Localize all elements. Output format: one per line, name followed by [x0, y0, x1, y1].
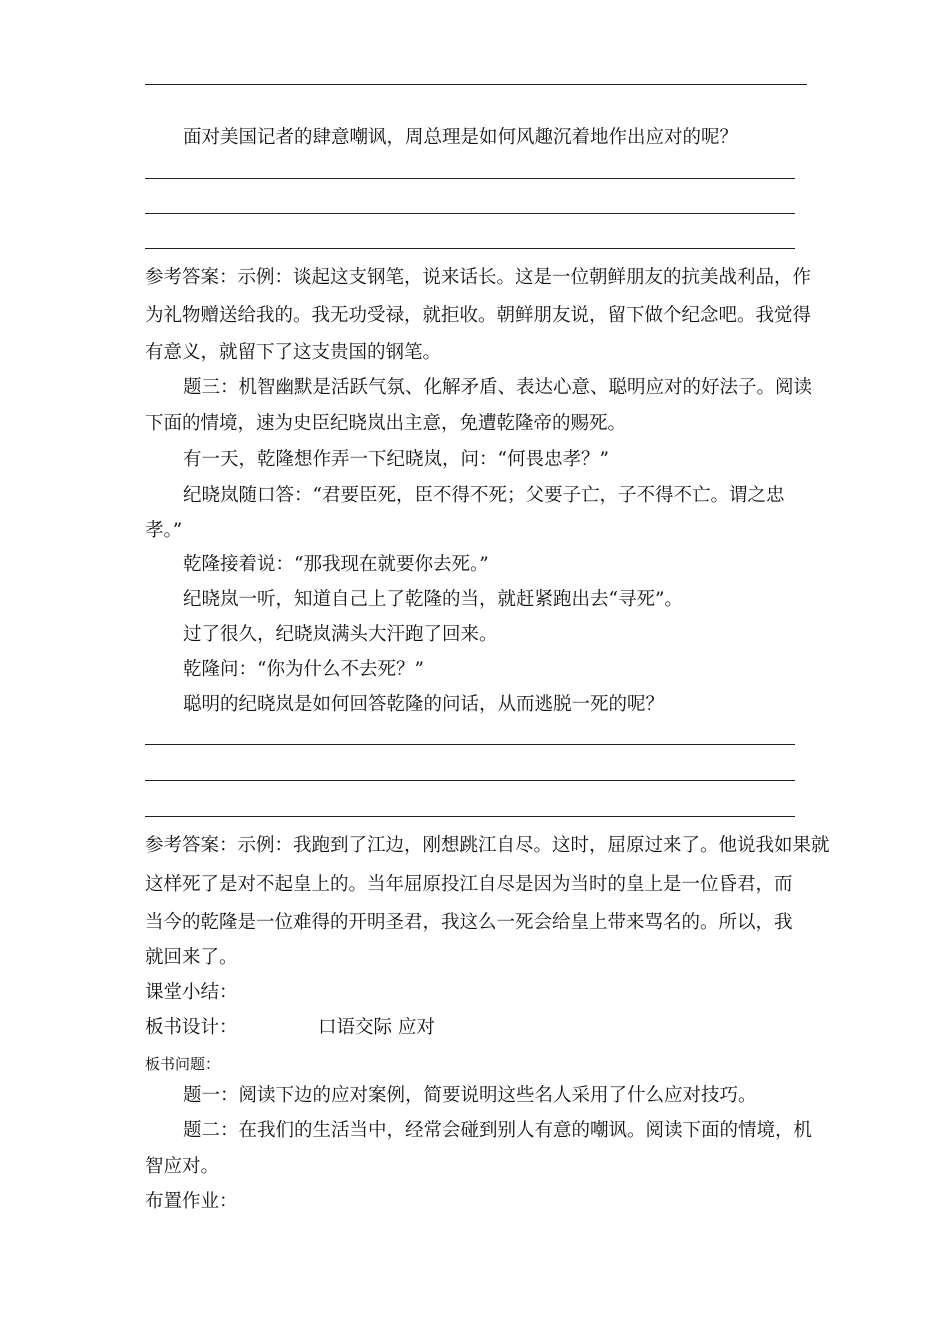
- story-line: 有一天，乾隆想作弄一下纪晓岚，问：“何畏忠孝？”: [183, 449, 609, 470]
- answer-line: [145, 744, 795, 745]
- reference-answer-line: 就回来了。: [145, 947, 238, 968]
- reference-answer-line: 为礼物赠送给我的。我无功受禄，就拒收。朝鲜朋友说，留下做个纪念吧。我觉得: [145, 305, 812, 326]
- answer-line: [145, 178, 795, 179]
- story-line: 纪晓岚随口答：“君要臣死，臣不得不死；父要子亡，子不得不亡。谓之忠: [183, 485, 785, 506]
- board-question-two: 智应对。: [145, 1156, 220, 1177]
- answer-line: [145, 213, 795, 214]
- question-three-line: 题三：机智幽默是活跃气氛、化解矛盾、表达心意、聪明应对的好法子。阅读: [183, 377, 813, 398]
- story-line: 乾隆接着说：“那我现在就要你去死。”: [183, 554, 489, 575]
- question-prompt: 面对美国记者的肆意嘲讽，周总理是如何风趣沉着地作出应对的呢？: [183, 127, 739, 148]
- story-line: 过了很久，纪晓岚满头大汗跑了回来。: [183, 624, 498, 645]
- story-line: 纪晓岚一听，知道自己上了乾隆的当，就赶紧跑出去“寻死”。: [183, 589, 683, 610]
- board-questions-label: 板书问题：: [145, 1055, 221, 1073]
- board-design-label: 板书设计：: [145, 1017, 238, 1038]
- answer-line: [145, 816, 795, 817]
- board-question-two: 题二：在我们的生活当中，经常会碰到别人有意的嘲讽。阅读下面的情境，机: [183, 1120, 813, 1141]
- answer-line: [145, 780, 795, 781]
- question-prompt: 聪明的纪晓岚是如何回答乾隆的问话，从而逃脱一死的呢？: [183, 694, 665, 715]
- story-line: 乾隆问：“你为什么不去死？”: [183, 659, 424, 680]
- reference-answer-line: 当今的乾隆是一位难得的开明圣君，我这么一死会给皇上带来骂名的。所以，我: [145, 912, 793, 933]
- homework-label: 布置作业：: [145, 1191, 238, 1212]
- summary-label: 课堂小结：: [145, 982, 238, 1003]
- reference-answer-line: 这样死了是对不起皇上的。当年屈原投江自尽是因为当时的皇上是一位昏君，而: [145, 874, 793, 895]
- reference-answer-line: 参考答案：示例：我跑到了江边，刚想跳江自尽。这时，屈原过来了。他说我如果就: [145, 835, 830, 856]
- reference-answer-line: 有意义，就留下了这支贵国的钢笔。: [145, 342, 442, 363]
- answer-line: [145, 248, 795, 249]
- board-design-title: 口语交际 应对: [318, 1017, 435, 1038]
- answer-line: [145, 84, 807, 85]
- reference-answer-line: 参考答案：示例：谈起这支钢笔，说来话长。这是一位朝鲜朋友的抗美战利品，作: [145, 267, 812, 288]
- board-question-one: 题一：阅读下边的应对案例，简要说明这些名人采用了什么应对技巧。: [183, 1085, 757, 1106]
- story-line: 孝。”: [145, 520, 183, 541]
- question-three-line: 下面的情境，速为史臣纪晓岚出主意，免遭乾隆帝的赐死。: [145, 413, 627, 434]
